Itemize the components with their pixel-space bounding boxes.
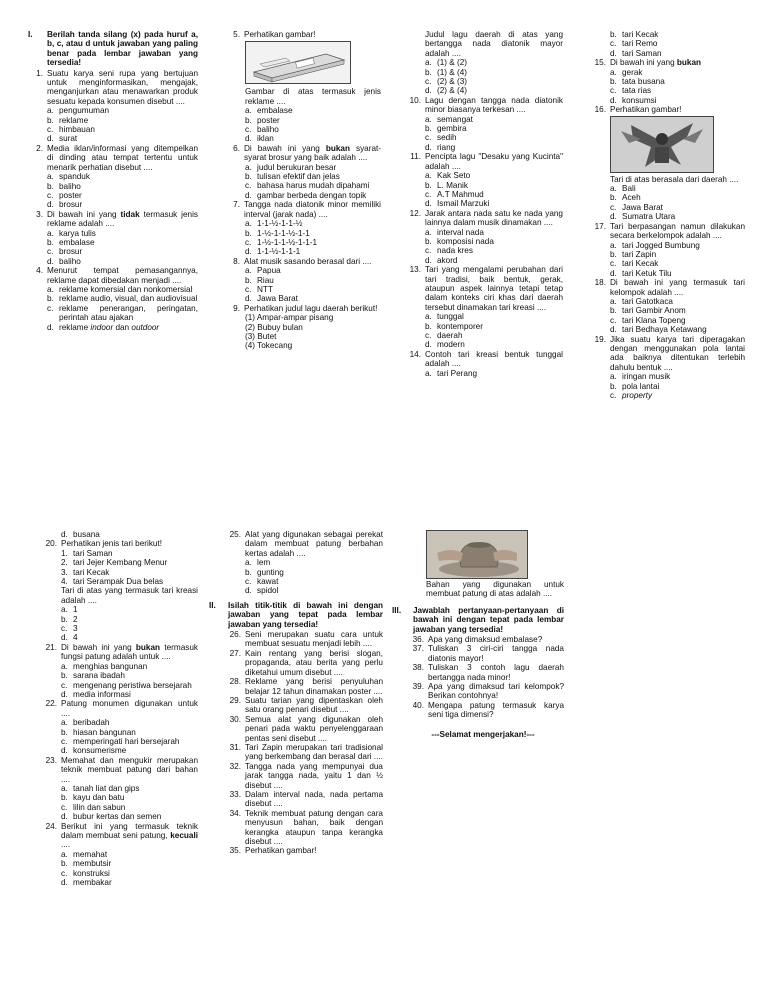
- question-12: 12. Jarak antara nada satu ke nada yang lainnya dalam musik dinamakan .... a. interval nada b. komposisi nada c. nada kres d. akord: [409, 208, 563, 265]
- column-1-top: [28, 30, 198, 332]
- question-33: 33. Dalam interval nada, nada pertama disebut ....: [229, 789, 383, 809]
- question-19: 19. Jika suatu karya tari diperagakan dengan menggunakan pola lantai ada baiknya ditentukan terlebih dahulu bentuk .... a. iringan musik b. pola lantai c. property: [594, 334, 745, 400]
- question-40: 40. Mengapa patung termasuk karya seni tiga dimensi?: [412, 700, 564, 720]
- option-b: b. reklame: [47, 115, 89, 125]
- question-38: 38. Tuliskan 3 contoh lagu daerah bertangga nada minor!: [412, 663, 564, 682]
- dancer-illustration: [611, 117, 713, 172]
- pottery-illustration: [427, 531, 527, 578]
- question-20: 20. Perhatikan jenis tari berikut! 1. tari Saman 2. tari Jejer Kembang Menur 3. tari Kecak 4. tari Serampak Dua belas Tari di atas yang termasuk tari kreasi adalah .... a. 1 b. 2 c. 3 d. 4: [45, 539, 198, 643]
- column-1-bottom: [44, 530, 198, 887]
- question-11: 11. Pencipta lagu "Desaku yang Kucinta" adalah .... a. Kak Seto b. L. Manik c. A.T Mahmud d. Ismail Marzuki: [410, 152, 563, 209]
- question-30: 30. Semua alat yang digunakan oleh penari pada waktu penyelenggaraan pentas seni disebut ....: [229, 714, 383, 743]
- question-6: 6. Di bawah ini yang bukan syarat-syarat brosur yang baik adalah .... a. judul berukuran besar b. tulisan efektif dan jelas c. bahasa harus mudah dipahami d. gambar berbeda dengan topik: [233, 143, 381, 200]
- question-7: 7. Tangga nada diatonik minor memiliki interval (jarak nada) .... a. 1-1-½-1-1-½ b. 1-½-1-1-½-1-1 c. 1-½-1-1-½-1-1-1 d. 1-1-½-1-1-1: [233, 200, 381, 257]
- question-26: 26. Seni merupakan suatu cara untuk membuat sesuatu menjadi lebih ....: [229, 630, 383, 649]
- closing-message: ---Selamat mengerjakan!---: [431, 729, 535, 739]
- section-3-heading: III. Jawablah pertanyaan-pertanyaan di bawah ini dengan tepat pada lembar jawaban yang tersedia!: [392, 605, 564, 634]
- column-4-top: [593, 30, 745, 400]
- question-25: 25. Alat yang digunakan sebagai perekat dalam membuat patung berbahan kertas adalah .... a. lem b. gunting c. kawat d. spidol: [229, 530, 383, 596]
- question-28: 28. Reklame yang berisi penyuluhan belajar 12 tahun dinamakan poster ....: [229, 677, 383, 696]
- section-1-heading: I. Berilah tanda silang (x) pada huruf a, b, c, atau d untuk jawaban yang paling benar pada lembar jawaban yang tersedia!: [28, 30, 198, 68]
- question-1: 1. Suatu karya seni rupa yang bertujuan untuk menginformasikan, mengajak, menganjurkan atau menawarkan produk sesuatu kepada konsumen disebut .... a. pengumuman b. reklame c. himbauan d. surat: [36, 68, 198, 144]
- question-17: 17. Tari berpasangan namun dilakukan secara berkelompok adalah .... a. tari Jogged Bumbung b. tari Zapin c. tari Kecak d. tari Ketuk Tilu: [594, 221, 745, 278]
- question-35: 35. Perhatikan gambar!: [229, 846, 317, 856]
- toothpaste-illustration: [246, 42, 350, 83]
- question-16: 16. Perhatikan gambar! Tari di atas berasala dari daerah .... a. Bali b. Aceh c. Jawa Barat d. Sumatra Utara: [594, 105, 739, 222]
- question-5: 5. Perhatikan gambar! Gambar di atas termasuk jenis reklame .... a. embalase b. poster c. baliho d. iklan: [233, 30, 381, 144]
- question-32: 32. Tangga nada yang mempunyai dua jarak tangga nada, yaitu 1 dan ½ disebut ....: [229, 761, 383, 790]
- question-37: 37. Tuliskan 3 ciri-ciri tangga nada diatonis mayor!: [412, 644, 564, 663]
- question-10: 10. Lagu dengan tangga nada diatonik minor biasanya terkesan .... a. semangat b. gembira c. sedih d. riang: [409, 95, 563, 152]
- question-13: 13. Tari yang mengalami perubahan dari tari tradisi, baik bentuk, gerak, ataupun aspek lainnya tetapi tetap dalam konteks ciri khas dari daerah tersebut dinamakan tari kreasi .... a. tunggal b. kontemporer c. daerah d. modern: [409, 265, 563, 350]
- question-14-continued: b. tari Kecak c. tari Remo d. tari Saman: [610, 30, 662, 58]
- question-22: 22. Patung monumen digunakan untuk .... a. beribadah b. hiasan bangunan c. memperingati hari bersejarah d. konsumerisme: [45, 699, 198, 756]
- toothpaste-box-image: [245, 41, 351, 84]
- question-4: 4. Menurut tempat pemasangannya, reklame dapat dibedakan menjadi .... a. reklame komersial dan nonkomersial b. reklame audio, visual, dan audiovisual c. reklame penerangan, peringatan, perintah atau ajakan d. reklame indoor dan outdoor: [36, 266, 198, 332]
- question-39: 39. Apa yang dimaksud tari kelompok? Berikan contohnya!: [412, 682, 564, 701]
- column-2-bottom: [209, 530, 383, 856]
- dancer-image: [610, 116, 714, 173]
- column-3-top: [408, 30, 563, 378]
- section-2-heading: II. Isilah titik-titik di bawah ini dengan jawaban yang tepat pada lembar jawaban yang tersedia!: [209, 600, 383, 629]
- option-c: c. himbauan: [47, 125, 95, 135]
- column-3-bottom: Bahan yang digunakan untuk membuat patung di atas adalah .... III. Jawablah pertanyaan-pertanyaan di bawah ini dengan tepat pada lembar jawaban yang tersedia! 36. Apa yang dimaksud embalase? 37. Tuliskan 3 ciri-ciri tangga nada diatonis mayor! 38. Tuliskan 3 contoh lagu daerah bertangga nada minor! 39. Apa yang dimaksud tari kelompok? Berikan contohnya! 40. Mengapa patung termasuk karya seni tiga dimensi? ---Selamat mengerjakan!---: [392, 530, 564, 739]
- question-8: 8. Alat musik sasando berasal dari .... a. Papua b. Riau c. NTT d. Jawa Barat: [233, 256, 372, 304]
- column-2-top: [228, 30, 381, 351]
- question-29: 29. Suatu tarian yang dipentaskan oleh satu orang penari disebut ....: [229, 695, 383, 715]
- question-31: 31. Tari Zapin merupakan tari tradisional yang berkembang dan berasal dari ....: [229, 742, 383, 762]
- pottery-image: [426, 530, 528, 579]
- question-14: 14. Contoh tari kreasi bentuk tunggal adalah .... a. tari Perang: [409, 349, 563, 378]
- question-3: 3. Di bawah ini yang tidak termasuk jenis reklame adalah .... a. karya tulis b. embalase c. brosur d. baliho: [36, 209, 199, 266]
- option-a: a. pengumuman: [47, 106, 110, 116]
- question-36: 36. Apa yang dimaksud embalase?: [412, 635, 543, 645]
- option-d: d. surat: [47, 134, 78, 144]
- question-23: 23. Memahat dan mengukir merupakan teknik membuat patung dari bahan .... a. tanah liat dan gips b. kayu dan batu c. lilin dan sabun d. bubur kertas dan semen: [45, 755, 198, 822]
- question-24: 24. Berikut ini yang termasuk teknik dalam membuat seni patung, kecuali .... a. memahat b. membutsir c. konstruksi d. membakar: [45, 821, 198, 888]
- question-19-continued: d. busana: [61, 530, 100, 539]
- question-9-continued: Judul lagu daerah di atas yang bertangga nada diatonik mayor adalah .... a. (1) & (2) b. (1) & (4) c. (2) & (3) d. (2) & (4): [425, 30, 563, 96]
- question-15: 15. Di bawah ini yang bukan a. gerak b. tata busana c. tata rias d. konsumsi: [594, 58, 702, 105]
- question-34: 34. Teknik membuat patung dengan cara menyusun bahan, baik dengan kerangka ataupun tanpa kerangka disebut ....: [229, 808, 383, 846]
- question-21: 21. Di bawah ini yang bukan termasuk fungsi patung adalah untuk .... a. menghias bangunan b. sarana ibadah c. mengenang peristiwa bersejarah d. media informasi: [45, 642, 198, 699]
- question-27: 27. Kain rentang yang berisi slogan, propaganda, atau berita yang perlu diketahui umum disebut ....: [229, 648, 383, 677]
- question-18: 18. Di bawah ini yang termasuk tari kelompok adalah .... a. tari Gatotkaca b. tari Gambir Anom c. tari Klana Topeng d. tari Bedhaya Ketawang: [594, 278, 745, 335]
- question-9: 9. Perhatikan judul lagu daerah berikut! (1) Ampar-ampar pisang (2) Bubuy bulan (3) Butet (4) Tokecang: [233, 303, 378, 351]
- question-2: 2. Media iklan/informasi yang ditempelkan di dinding atau tempat tertentu untuk menarik perhatian disebut .... a. spanduk b. baliho c. poster d. brosur: [36, 143, 198, 210]
